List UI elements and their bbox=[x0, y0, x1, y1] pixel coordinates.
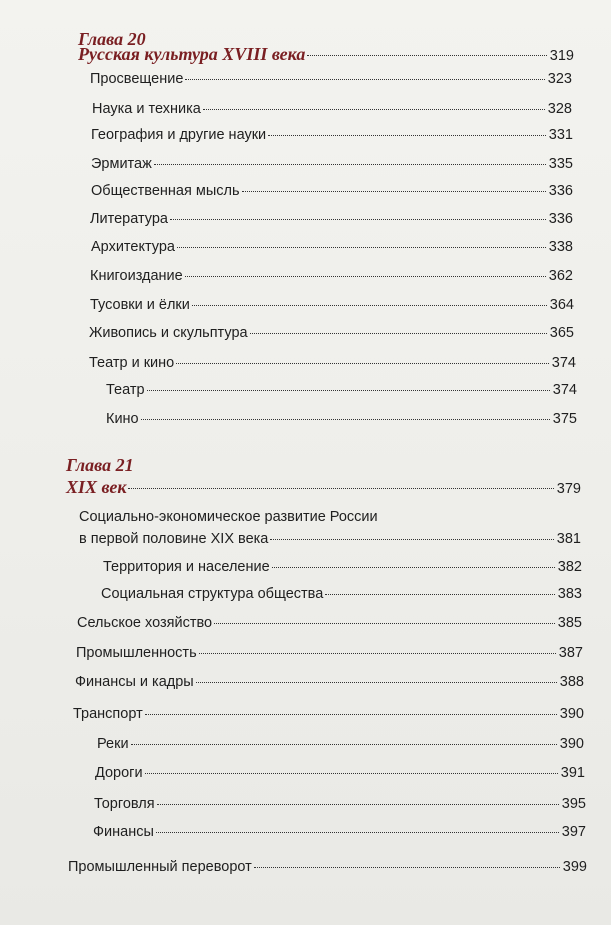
page-number: 365 bbox=[549, 325, 574, 341]
dot-leader bbox=[145, 773, 558, 774]
toc-entry bbox=[97, 735, 584, 753]
toc-entry bbox=[106, 410, 577, 428]
page-number: 375 bbox=[552, 411, 577, 427]
dot-leader bbox=[128, 488, 553, 489]
toc-entry bbox=[91, 126, 573, 144]
dot-leader bbox=[199, 653, 556, 654]
chapter-title-entry bbox=[66, 478, 581, 498]
page-number: 399 bbox=[562, 859, 587, 875]
entry-label: Тусовки и ёлки bbox=[90, 297, 190, 313]
entry-label: Дороги bbox=[95, 765, 143, 781]
toc-entry bbox=[92, 100, 572, 118]
page-number: 331 bbox=[548, 127, 573, 143]
toc-entry bbox=[94, 795, 586, 813]
toc-entry bbox=[76, 644, 583, 662]
page-number: 319 bbox=[549, 48, 574, 64]
page-number: 385 bbox=[557, 615, 582, 631]
page-number: 395 bbox=[561, 796, 586, 812]
chapter-title: XIX век bbox=[66, 477, 127, 497]
page-number: 391 bbox=[560, 765, 585, 781]
toc-entry bbox=[73, 705, 584, 723]
toc-entry bbox=[68, 858, 587, 876]
page-number: 374 bbox=[551, 355, 576, 371]
dot-leader bbox=[214, 623, 555, 624]
page-number: 328 bbox=[547, 101, 572, 117]
entry-label: Просвещение bbox=[90, 71, 184, 87]
dot-leader bbox=[270, 539, 553, 540]
entry-label: Кино bbox=[106, 411, 139, 427]
toc-entry bbox=[91, 238, 573, 256]
page-number: 382 bbox=[557, 559, 582, 575]
dot-leader bbox=[242, 191, 546, 192]
page-number: 390 bbox=[559, 736, 584, 752]
chapter-title-entry bbox=[78, 45, 574, 65]
entry-label: Торговля bbox=[94, 796, 155, 812]
dot-leader bbox=[185, 276, 546, 277]
toc-entry bbox=[89, 324, 574, 342]
entry-label: Промышленный переворот bbox=[68, 859, 252, 875]
page-number: 323 bbox=[547, 71, 572, 87]
dot-leader bbox=[192, 305, 547, 306]
entry-label: Промышленность bbox=[76, 645, 197, 661]
dot-leader bbox=[147, 390, 550, 391]
dot-leader bbox=[254, 867, 560, 868]
chapter-heading: Глава 20 bbox=[78, 29, 146, 49]
toc-entry bbox=[90, 210, 573, 228]
toc-entry bbox=[90, 70, 572, 88]
entry-label: География и другие науки bbox=[91, 127, 267, 143]
dot-leader bbox=[307, 55, 546, 56]
toc-entry bbox=[106, 381, 577, 399]
entry-label: Живопись и скульптура bbox=[89, 325, 248, 341]
toc-entry bbox=[77, 614, 582, 632]
entry-label: Сельское хозяйство bbox=[77, 615, 213, 631]
dot-leader bbox=[250, 333, 547, 334]
toc-entry bbox=[103, 558, 582, 576]
toc-entry bbox=[95, 764, 585, 782]
toc-entry bbox=[101, 585, 582, 603]
entry-label: Транспорт bbox=[73, 706, 143, 722]
chapter-title: Русская культура XVIII века bbox=[78, 44, 306, 64]
entry-label: Книгоиздание bbox=[90, 268, 183, 284]
entry-label: Общественная мысль bbox=[91, 183, 240, 199]
dot-leader bbox=[154, 164, 546, 165]
page-number: 336 bbox=[548, 211, 573, 227]
dot-leader bbox=[185, 79, 544, 80]
page-number: 364 bbox=[549, 297, 574, 313]
entry-label: Эрмитаж bbox=[91, 156, 152, 172]
dot-leader bbox=[131, 744, 557, 745]
dot-leader bbox=[141, 419, 550, 420]
dot-leader bbox=[325, 594, 555, 595]
dot-leader bbox=[272, 567, 555, 568]
dot-leader bbox=[196, 682, 557, 683]
page-number: 379 bbox=[556, 481, 581, 497]
entry-label: Территория и население bbox=[103, 559, 270, 575]
toc-entry bbox=[91, 155, 573, 173]
dot-leader bbox=[157, 804, 559, 805]
entry-label: Литература bbox=[90, 211, 168, 227]
page-number: 390 bbox=[559, 706, 584, 722]
page-number: 338 bbox=[548, 239, 573, 255]
page-number: 387 bbox=[558, 645, 583, 661]
dot-leader bbox=[176, 363, 549, 364]
toc-entry bbox=[75, 673, 584, 691]
dot-leader bbox=[268, 135, 546, 136]
dot-leader bbox=[156, 832, 559, 833]
toc-entry bbox=[93, 823, 586, 841]
page-number: 388 bbox=[559, 674, 584, 690]
dot-leader bbox=[145, 714, 557, 715]
entry-label-line2: в первой половине XIX века bbox=[79, 531, 269, 547]
page-number: 374 bbox=[552, 382, 577, 398]
chapter-heading: Глава 21 bbox=[66, 455, 134, 475]
entry-label: Наука и техника bbox=[92, 101, 201, 117]
entry-label: Реки bbox=[97, 736, 129, 752]
dot-leader bbox=[177, 247, 546, 248]
entry-label: Театр и кино bbox=[89, 355, 175, 371]
entry-label: Социальная структура общества bbox=[101, 586, 324, 602]
dot-leader bbox=[203, 109, 545, 110]
toc-entry bbox=[91, 182, 573, 200]
page-number: 336 bbox=[548, 183, 573, 199]
entry-label: Архитектура bbox=[91, 239, 175, 255]
page-number: 383 bbox=[557, 586, 582, 602]
entry-label: Финансы и кадры bbox=[75, 674, 194, 690]
entry-label: Театр bbox=[106, 382, 145, 398]
page-number: 362 bbox=[548, 268, 573, 284]
page-number: 335 bbox=[548, 156, 573, 172]
entry-label: Финансы bbox=[93, 824, 154, 840]
toc-entry bbox=[90, 267, 573, 285]
dot-leader bbox=[170, 219, 546, 220]
entry-label-line1: Социально-экономическое развитие России bbox=[79, 509, 378, 525]
entry-label-line2-row bbox=[79, 528, 581, 550]
page-number: 397 bbox=[561, 824, 586, 840]
page-number: 381 bbox=[556, 531, 581, 547]
toc-entry bbox=[89, 354, 576, 372]
toc-entry bbox=[90, 296, 574, 314]
toc-entry-multiline bbox=[79, 506, 581, 550]
